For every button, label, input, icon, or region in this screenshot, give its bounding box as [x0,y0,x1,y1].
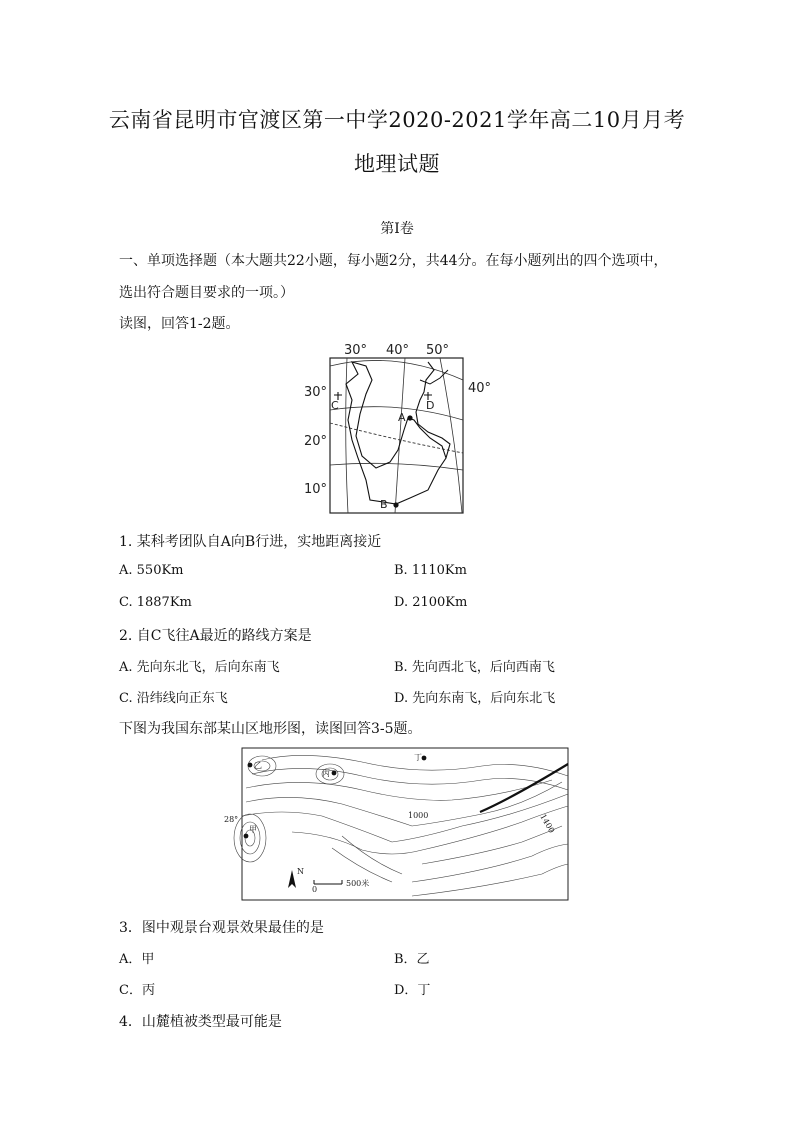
question-3-option-a: A．甲 [119,952,155,967]
question-2-option-c: C. 沿纬线向正东飞 [119,691,228,706]
lon-label-30: 30° [344,343,368,358]
point-label-b: B [380,498,388,511]
contour-label-1400: 1400 [538,812,557,835]
point-label-d: D [426,399,435,412]
exam-title: 云南省昆明市官渡区第一中学2020-2021学年高二10月月考 [108,108,686,132]
question-3-option-b: B．乙 [394,952,430,967]
lat-label-40-right: 40° [468,381,492,396]
map-figure-1 [300,340,500,518]
question-4-stem: 4．山麓植被类型最可能是 [119,1014,282,1030]
question-3-option-d: D．丁 [394,983,431,998]
scale-zero-label: 0 [312,885,318,894]
question-1-stem: 1. 某科考团队自A向B行进，实地距离接近 [119,534,382,550]
group1-intro: 读图，回答1-2题。 [119,316,240,332]
lon-label-40: 40° [386,343,410,358]
lat-label-30: 30° [304,385,328,400]
north-label: N [297,867,304,876]
instruction-line-1: 一、单项选择题（本大题共22小题，每小题2分，共44分。在每小题列出的四个选项中， [119,253,668,269]
lat-label-10: 10° [304,482,328,497]
lat-label-20: 20° [304,434,328,449]
point-label-c: C [331,399,339,412]
contour-label-1000: 1000 [408,811,429,820]
point-label-bing: 丙 [322,769,330,778]
instruction-line-2: 选出符合题目要求的一项。） [119,285,294,301]
question-3-stem: 3．图中观景台观景效果最佳的是 [119,920,324,936]
point-label-jia: 甲 [249,825,257,834]
map2-lat-label: 28° [224,815,239,824]
north-arrow-icon [288,870,296,888]
lon-label-50: 50° [426,343,450,358]
question-1-option-d: D. 2100Km [394,595,468,610]
point-label-ding: 丁 [414,753,422,762]
group2-intro: 下图为我国东部某山区地形图，读图回答3-5题。 [119,721,422,737]
question-2-option-b: B. 先向西北飞，后向西南飞 [394,660,555,675]
question-3-option-c: C．丙 [119,983,155,998]
question-2-option-a: A. 先向东北飞，后向东南飞 [119,660,280,675]
point-label-a: A [398,411,406,424]
question-1-option-b: B. 1110Km [394,563,467,578]
question-2-option-d: D. 先向东南飞，后向东北飞 [394,691,556,706]
question-1-option-a: A. 550Km [119,563,184,578]
section-label: 第Ⅰ卷 [380,221,414,237]
point-label-yi: 乙 [254,761,262,770]
question-1-option-c: C. 1887Km [119,595,192,610]
question-2-stem: 2. 自C飞往A最近的路线方案是 [119,628,312,644]
scale-label: 500米 [346,879,370,888]
map-figure-2 [222,746,572,902]
exam-subject-title: 地理试题 [354,152,440,176]
